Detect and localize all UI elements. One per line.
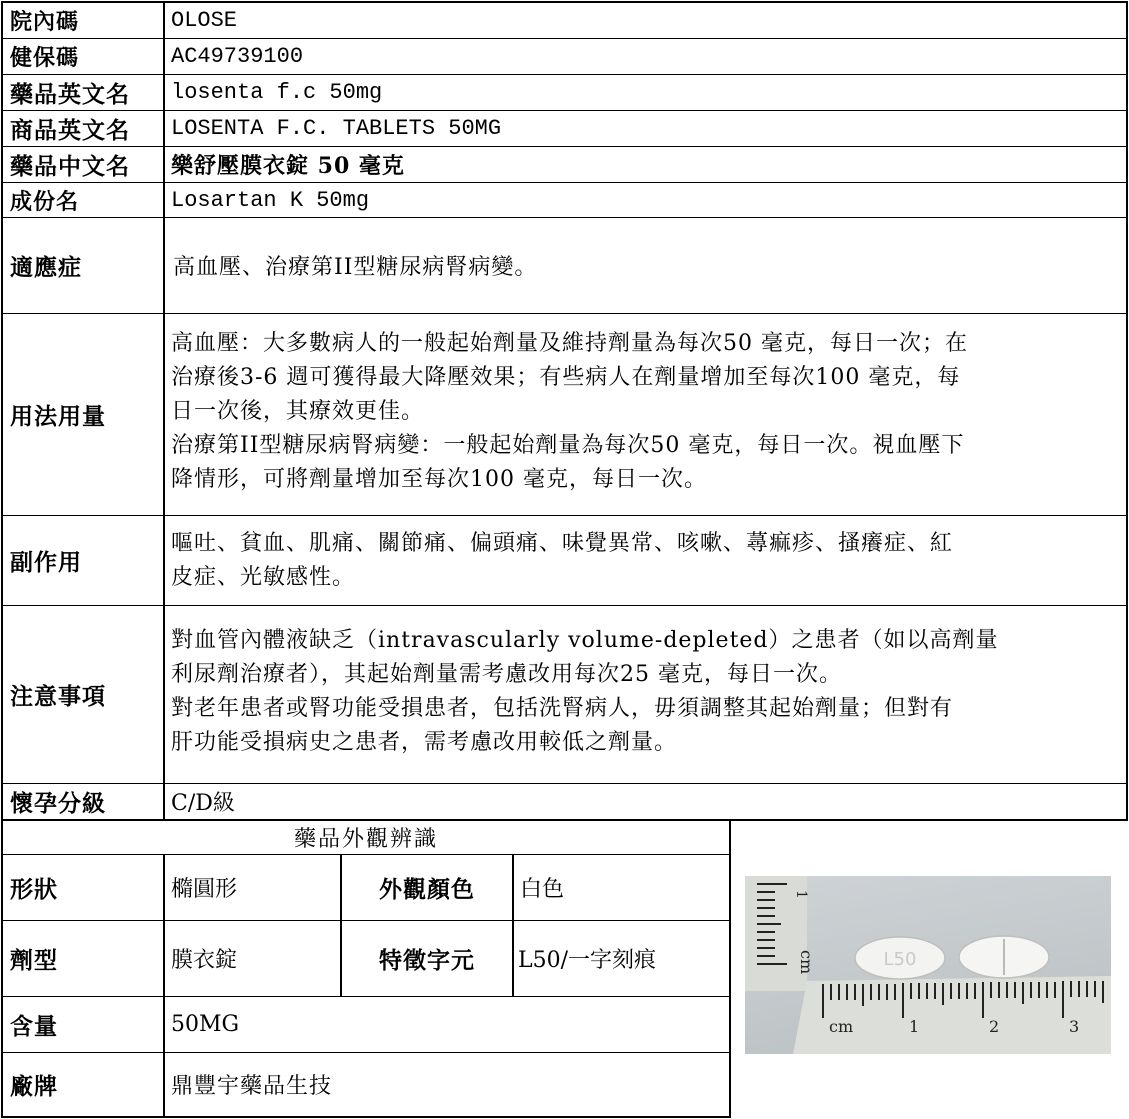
precautions-line: 利尿劑治療者），其起始劑量需考慮改用每次25 毫克，每日一次。 bbox=[171, 662, 842, 687]
tablet-imprint: L50 bbox=[883, 949, 917, 970]
manufacturer-label: 廠牌 bbox=[10, 1073, 58, 1100]
product-english-name-value: LOSENTA F.C. TABLETS 50MG bbox=[171, 116, 502, 141]
dosage-line: 高血壓：大多數病人的一般起始劑量及維持劑量為每次50 毫克，每日一次；在 bbox=[171, 331, 968, 356]
nhi-code-label: 健保碼 bbox=[10, 45, 80, 71]
dosage-label: 用法用量 bbox=[10, 403, 106, 430]
tablet-photo bbox=[745, 876, 1111, 1054]
shape-label: 形狀 bbox=[10, 876, 58, 903]
row-divider bbox=[1, 605, 1128, 606]
precautions-line: 對血管內體液缺乏（intravascularly volume-depleted）之患者（如以高劑量 bbox=[171, 628, 999, 653]
hospital-code-value: OLOSE bbox=[171, 8, 238, 33]
indication-value: 高血壓、治療第II型糖尿病腎病變。 bbox=[173, 255, 538, 280]
dosage-form-value: 膜衣錠 bbox=[171, 948, 238, 973]
color-label: 外觀顏色 bbox=[379, 876, 475, 903]
appearance-right-divider bbox=[729, 820, 731, 1118]
imprint-value: L50/一字刻痕 bbox=[518, 948, 657, 973]
side-effects-label: 副作用 bbox=[10, 549, 82, 576]
precautions-text bbox=[171, 624, 1121, 760]
product-english-name-label: 商品英文名 bbox=[10, 117, 130, 144]
dosage-line: 降情形，可將劑量增加至每次100 毫克，每日一次。 bbox=[171, 467, 707, 492]
appearance-header: 藥品外觀辨識 bbox=[293, 827, 438, 852]
row-divider bbox=[1, 515, 1128, 516]
imprint-label: 特徵字元 bbox=[379, 947, 475, 974]
strength-value: 50MG bbox=[171, 1012, 240, 1037]
ruler-tick-1: 1 bbox=[909, 1017, 920, 1036]
dosage-form-label: 劑型 bbox=[10, 947, 58, 974]
row-divider bbox=[1, 313, 1128, 314]
pregnancy-category-value: C/D級 bbox=[171, 791, 235, 816]
nhi-code-value: AC49739100 bbox=[171, 44, 304, 69]
precautions-label: 注意事項 bbox=[10, 683, 106, 710]
tablet-photo-drawing bbox=[745, 876, 1111, 1054]
ruler-unit-label: cm bbox=[829, 1017, 854, 1036]
color-value: 白色 bbox=[520, 877, 565, 902]
dosage-text bbox=[171, 327, 1121, 497]
pregnancy-category-label: 懷孕分級 bbox=[10, 790, 106, 817]
drug-english-name-label: 藥品英文名 bbox=[10, 81, 130, 108]
drug-english-name-value: losenta f.c 50mg bbox=[171, 80, 383, 105]
border-bottom bbox=[1, 1116, 731, 1118]
dosage-line: 日一次後，其療效更佳。 bbox=[171, 399, 425, 424]
manufacturer-value: 鼎豐宇藥品生技 bbox=[171, 1074, 333, 1099]
vertical-ruler-unit: cm bbox=[797, 950, 816, 975]
border-right bbox=[1126, 1, 1128, 821]
side-effects-text bbox=[171, 527, 1121, 595]
dosage-line: 治療第II型糖尿病腎病變：一般起始劑量為每次50 毫克，每日一次。視血壓下 bbox=[171, 433, 965, 458]
strength-label: 含量 bbox=[10, 1013, 58, 1040]
ruler-tick-2: 2 bbox=[989, 1017, 1000, 1036]
drug-chinese-name-label: 藥品中文名 bbox=[10, 153, 130, 180]
precautions-line: 肝功能受損病史之患者，需考慮改用較低之劑量。 bbox=[171, 730, 678, 755]
indication-label: 適應症 bbox=[10, 254, 82, 281]
side-effects-line: 皮症、光敏感性。 bbox=[171, 565, 356, 590]
dosage-line: 治療後3-6 週可獲得最大降壓效果；有些病人在劑量增加至每次100 毫克，每 bbox=[171, 365, 961, 390]
shape-value: 橢圓形 bbox=[171, 877, 238, 902]
side-effects-line: 嘔吐、貧血、肌痛、關節痛、偏頭痛、味覺異常、咳嗽、蕁痲疹、搔癢症、紅 bbox=[171, 531, 954, 556]
ingredient-value: Losartan K 50mg bbox=[171, 187, 370, 213]
hospital-code-label: 院內碼 bbox=[10, 9, 80, 35]
vertical-ruler-tick: 1 bbox=[793, 890, 809, 899]
precautions-line: 對老年患者或腎功能受損患者，包括洗腎病人，毋須調整其起始劑量；但對有 bbox=[171, 696, 954, 721]
drug-chinese-name-value: 樂舒壓膜衣錠 50 毫克 bbox=[171, 153, 405, 179]
ruler-tick-3: 3 bbox=[1069, 1017, 1080, 1036]
ingredient-label: 成份名 bbox=[10, 188, 80, 215]
